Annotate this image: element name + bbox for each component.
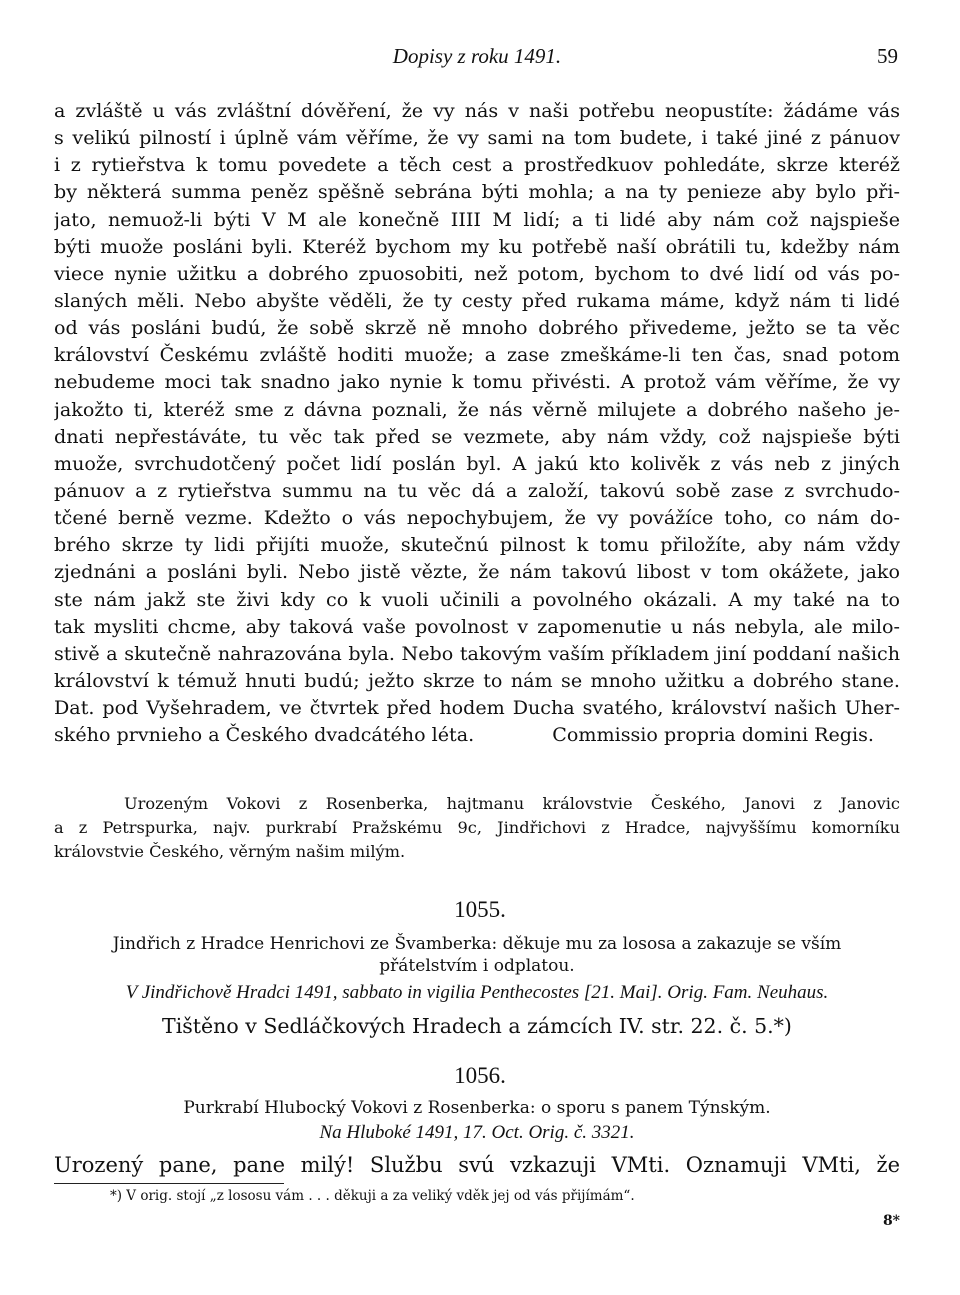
closing-line — [54, 721, 900, 748]
body-line: býti muože posláni byli. Kteréž bychom my ku potřebě naší obrátili tu, kdežby nám — [54, 234, 900, 258]
letter-body — [54, 97, 900, 748]
dating-1056: Na Hluboké 1491, 17. Oct. Orig. č. 3321. — [319, 1122, 635, 1143]
body-line: i z rytieřstva k tomu povedete a těch cest a prostředkuov pohledáte, skrze kteréž — [54, 153, 900, 177]
body-line: Dat. pod Vyšehradem, ve čtvrtek před hodem Ducha svatého, království našich Uher- — [54, 696, 900, 720]
summary-1055-line2: přátelstvím i odplatou. — [379, 956, 575, 976]
body-line: pánuov a z rytieřstva summu na tu věc dá a založí, takovú sobě zase z svrchudo- — [54, 478, 900, 502]
summary-1055-line1: Jindřich z Hradce Henrichovi ze Švamberka: děkuje mu za lososa a zakazuje se vším — [112, 934, 842, 954]
document-number-1055: 1055. — [454, 897, 506, 922]
body-line: brého skrze ty lidi přijíti muože, skutečnú pilnost k tomu přiložíte, aby nám vždy — [54, 533, 900, 557]
body-line: tak mysliti chcme, aby taková vaše povolnost v zapomenutie u nás nebyla, ale milo- — [54, 614, 900, 638]
body-line: a zvláště u vás zvláštní dóvěření, že vy nás v naši potřebu neopustíte: žádáme vás — [54, 99, 900, 122]
letter-opening-line: Urozený pane, pane milý! Službu svú vzkazuji VMti. Oznamuji VMti, že — [54, 1153, 900, 1177]
body-line: ste nám jakž ste živi kdy co k vuoli učinili a povolného okázali. A my také na to — [54, 587, 900, 611]
running-title: Dopisy z roku 1491. — [392, 44, 562, 68]
body-line: tčené berně vezme. Kdežto o vás nepochybujem, že vy povážíce toho, co nám do- — [54, 506, 900, 530]
body-line: království k témuž hnuti budú; ježto skrze to nám se mnoho užitku a dobrého stane. — [54, 668, 900, 692]
summary-1055 — [54, 933, 900, 977]
summary-1056: Purkrabí Hlubocký Vokovi z Rosenberka: o sporu s panem Týnským. — [183, 1098, 771, 1118]
body-line: nebudeme moci tak snadno jako nynie k tomu přivésti. A protož vám věříme, že vy — [54, 370, 900, 394]
dating-1055: V Jindřichově Hradci 1491, sabbato in vigilia Penthecostes [21. Mai]. Orig. Fam. Neuhaus. — [125, 982, 829, 1003]
body-line: s velikú pilností i úplně vám věříme, že vy sami na tom budete, i také jiné z pánuov — [54, 126, 900, 150]
closing-date: ského prvnieho a Českého dvadcátého léta. — [54, 723, 475, 747]
body-line: království Českému zvláště hoditi muože; a zase zmeškáme-li ten čas, snad potom — [54, 343, 900, 367]
footnote-rule — [54, 1183, 284, 1184]
body-line: viece nynie užitku a dobrého zpuosobiti, než potom, bychom to dvé lidí od vás po- — [54, 261, 900, 285]
document-number-1056: 1056. — [454, 1063, 506, 1088]
footnote: *) V orig. stojí „z lososu vám . . . děkuji a za veliký vděk jej od vás přijímám“. — [110, 1188, 635, 1204]
body-line: od vás posláni budú, že sobě skrzě ně mnoho dobrého přivedeme, ježto se ta věc — [54, 316, 900, 340]
address-line: a z Petrspurka, najv. purkrabí Pražskému 9c, Jindřichovi z Hradce, najvyššímu komorníku — [54, 818, 900, 837]
body-line: dnati nepřestáváte, tu věc tak před se vezmete, aby nám vždy, což najspieše býti — [54, 424, 900, 448]
letter-address — [54, 792, 900, 864]
body-line: muože, svrchudotčený počet lidí poslán byl. A jakú kto kolivěk z vás neb z jiných — [54, 451, 900, 475]
body-line: by některá summa peněz spěšně sebrána býti mohla; a na ty penieze aby bylo při- — [54, 180, 900, 204]
letter-opening-1056 — [54, 1153, 900, 1181]
page-number: 59 — [877, 44, 898, 68]
page-header — [54, 44, 900, 74]
printed-reference-1055: Tištěno v Sedláčkových Hradech a zámcích IV. str. 22. č. 5.*) — [162, 1014, 792, 1038]
address-line: Urozeným Vokovi z Rosenberka, hajtmanu královstvie Českého, Janovi z Janovic — [124, 794, 900, 813]
address-line: královstvie Českého, věrným našim milým. — [54, 842, 406, 861]
body-line: jakožto ti, kteréž sme z dávna poznali, že nás věrně milujete a dobrého našeho je- — [54, 397, 900, 421]
body-line: jato, nemuož-li býti V M ale konečně IIII M lidí; a ti lidé aby nám což najspieše — [54, 207, 900, 231]
body-line: zjednáni a posláni byli. Nebo jistě vězte, že nám takovú libost v tom okážete, jako — [54, 560, 900, 584]
signature-mark: 8* — [882, 1213, 900, 1229]
closing-commission: Commissio propria domini Regis. — [552, 723, 874, 747]
body-line: slaných měli. Nebo abyšte věděli, že ty cesty před rukama máme, když nám ti lidé — [54, 288, 900, 312]
body-line: stivě a skutečně nahrazována byla. Nebo takovým vaším příkladem jiní poddaní našich — [54, 641, 900, 665]
